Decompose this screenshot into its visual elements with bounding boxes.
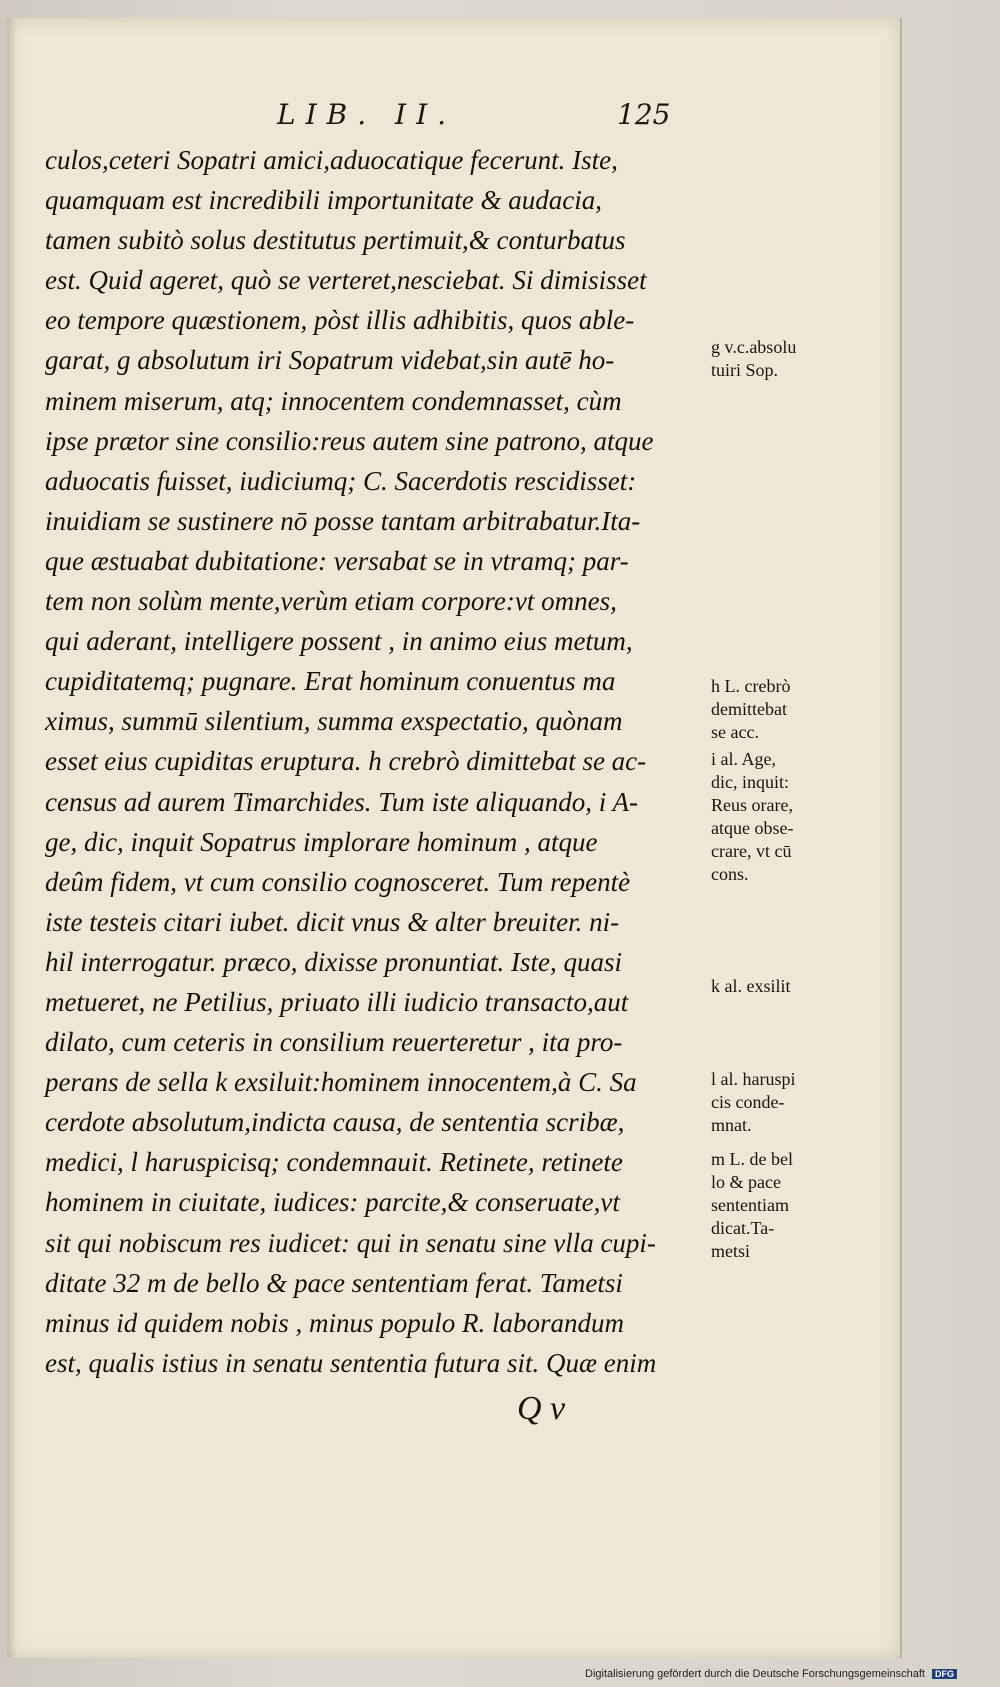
text-line: iste testeis citari iubet. dicit vnus & alter breuiter. ni- [45,906,620,937]
margin-note-line: atque obse- [711,818,794,838]
text-line: hominem in ciuitate, iudices: parcite,& conseruate,vt [45,1187,620,1218]
text-line: qui aderant, intelligere possent , in animo eius metum, [45,626,633,657]
margin-note-line: i al. Age, [711,749,776,769]
margin-note-line: cons. [711,864,749,884]
margin-note-line: dicat.Ta- [711,1218,775,1238]
text-line: eo tempore quæstionem, pòst illis adhibitis, quos able- [45,305,635,336]
margin-note-line: k al. exsilit [711,976,791,996]
text-line: inuidiam se sustinere nō posse tantam arbitrabatur.Ita- [45,505,641,536]
main-text-block [45,140,705,1383]
text-line: garat, g absolutum iri Sopatrum videbat,sin autē ho- [45,345,615,376]
margin-note [711,748,861,886]
margin-note-line: tuiri Sop. [711,360,779,380]
margin-note-line: m L. de bel [711,1149,793,1169]
text-line: ge, dic, inquit Sopatrus implorare hominum , atque [45,826,598,857]
page-header [7,98,900,138]
margin-note-line: g v.c.absolu [711,337,797,357]
margin-note-line: dic, inquit: [711,772,789,792]
text-line: census ad aurem Timarchides. Tum iste aliquando, i A- [45,786,638,817]
margin-note-line: cis conde- [711,1092,785,1112]
text-line: tamen subitò solus destitutus pertimuit,& conturbatus [45,225,626,256]
margin-note-line: Reus orare, [711,795,793,815]
text-line: cerdote absolutum,indicta causa, de sententia scribæ, [45,1107,625,1138]
margin-note-line: sententiam [711,1195,789,1215]
margin-note-line: crare, vt cū [711,841,792,861]
text-line: hil interrogatur. præco, dixisse pronuntiat. Iste, quasi [45,946,623,977]
margin-note [711,1148,861,1263]
text-line: minem miserum, atq; innocentem condemnasset, cùm [45,385,622,416]
text-line: culos,ceteri Sopatri amici,aduocatique fecerunt. Iste, [45,145,618,175]
margin-note [711,336,861,382]
text-line: perans de sella k exsiluit:hominem innocentem,à C. Sa [45,1067,637,1098]
text-line: esset eius cupiditas eruptura. h crebrò dimittebat se ac- [45,746,647,777]
margin-note [711,1068,861,1137]
text-line: ipse prætor sine consilio:reus autem sine patrono, atque [45,425,654,456]
margin-note [711,675,861,744]
running-title: LIB. II. [277,98,457,131]
margin-note-line: mnat. [711,1115,752,1135]
folio-number: 125 [617,98,671,131]
dfg-logo: DFG [932,1669,957,1679]
margin-note-line: se acc. [711,722,759,742]
margin-note-line: l al. haruspi [711,1069,796,1089]
text-line: quamquam est incredibili importunitate & audacia, [45,185,602,216]
text-line: minus id quidem nobis , minus populo R. laborandum [45,1307,625,1338]
text-line: tem non solùm mente,verùm etiam corpore:vt omnes, [45,586,617,617]
credit-text: Digitalisierung gefördert durch die Deutsche Forschungsgemeinschaft [585,1668,925,1680]
text-line: ximus, summū silentium, summa exspectatio, quònam [45,706,623,737]
margin-note [711,975,861,998]
text-line: que æstuabat dubitatione: versabat se in vtramq; par- [45,545,629,576]
text-line: ditate 32 m de bello & pace sententiam ferat. Tametsi [45,1267,623,1298]
text-line: est. Quid ageret, quò se verteret,nesciebat. Si dimisisset [45,265,647,296]
margin-note-line: h L. crebrò [711,676,791,696]
margin-note-line: demittebat [711,699,787,719]
text-line: cupiditatemq; pugnare. Erat hominum conuentus ma [45,666,616,697]
text-line: aduocatis fuisset, iudiciumq; C. Sacerdotis rescidisset: [45,465,637,496]
text-line: medici, l haruspicisq; condemnauit. Retinete, retinete [45,1147,623,1178]
text-line: dilato, cum ceteris in consilium reuerteretur , ita pro- [45,1027,623,1058]
text-line: metueret, ne Petilius, priuato illi iudicio transacto,aut [45,986,629,1017]
margin-note-line: metsi [711,1241,750,1261]
signature-mark: Q v [517,1390,566,1427]
text-line: est, qualis istius in senatu sententia futura sit. Quæ enim [45,1347,657,1378]
margin-note-line: lo & pace [711,1172,781,1192]
digitization-credit [585,1668,995,1684]
book-page [7,18,902,1658]
text-line: sit qui nobiscum res iudicet: qui in senatu sine vlla cupi- [45,1227,656,1258]
text-line: deûm fidem, vt cum consilio cognosceret. Tum repentè [45,866,631,897]
